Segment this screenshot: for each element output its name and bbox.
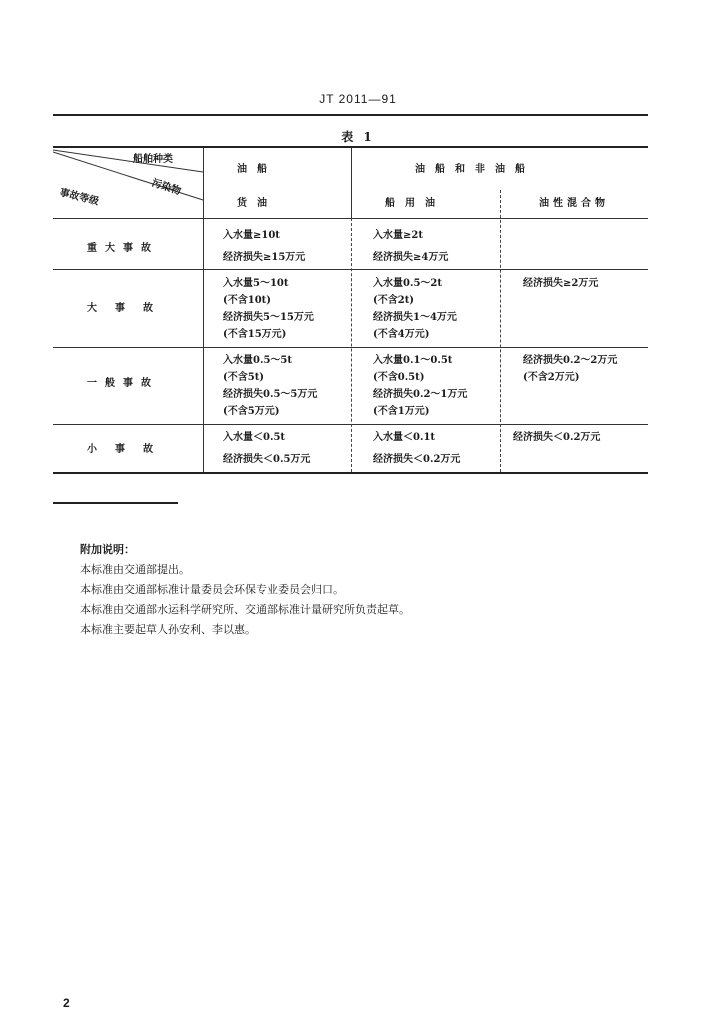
- cell-oily-mixture: 经济损失≥2万元: [523, 278, 599, 289]
- cell-cargo-oil: (不含5万元): [223, 406, 280, 417]
- cell-oily-mixture: 经济损失0.2～2万元: [523, 355, 618, 366]
- cell-cargo-oil: 入水量0.5～5t: [223, 355, 292, 366]
- cell-ship-oil: 入水量＜0.1t: [373, 432, 436, 443]
- cell-cargo-oil: 入水量＜0.5t: [223, 432, 286, 443]
- cell-oily-mixture: (不含2万元): [523, 372, 580, 383]
- cell-ship-oil: 入水量0.1～0.5t: [373, 355, 453, 366]
- document-code: JT 2011—91: [319, 92, 397, 106]
- corner-pollutant: 污染物: [150, 177, 183, 198]
- grade-label: 一般事故: [87, 378, 159, 389]
- cell-ship-oil: 经济损失＜0.2万元: [373, 454, 461, 465]
- note-line: 本标准由交通部标准计量委员会环保专业委员会归口。: [80, 583, 344, 596]
- group-tanker: 油船: [237, 164, 277, 175]
- table-title: 表 1: [341, 130, 375, 144]
- cell-cargo-oil: (不含10t): [223, 295, 271, 306]
- subheader-cargo-oil: 货油: [237, 198, 277, 209]
- corner-grade: 事故等级: [58, 187, 100, 208]
- cell-cargo-oil: 经济损失≥15万元: [223, 252, 306, 263]
- page-number: 2: [63, 996, 70, 1010]
- cell-cargo-oil: 入水量≥10t: [223, 230, 280, 241]
- grade-label: 小事故: [87, 444, 171, 455]
- classification-table: [53, 146, 648, 474]
- cell-cargo-oil: (不含5t): [223, 372, 265, 383]
- corner-ship-type: 船舶种类: [133, 154, 173, 165]
- cell-cargo-oil: (不含15万元): [223, 329, 287, 340]
- cell-ship-oil: 经济损失0.2～1万元: [373, 389, 468, 400]
- column-rule-dashed: [500, 190, 501, 472]
- cell-ship-oil: (不含0.5t): [373, 372, 425, 383]
- grade-label: 大事故: [87, 303, 171, 314]
- additional-notes: [80, 540, 410, 640]
- cell-ship-oil: (不含1万元): [373, 406, 430, 417]
- note-line: 本标准主要起草人孙安利、李以惠。: [80, 623, 256, 636]
- grade-label: 重大事故: [87, 243, 159, 254]
- cell-oily-mixture: 经济损失＜0.2万元: [513, 432, 601, 443]
- top-rule: [53, 114, 648, 116]
- cell-ship-oil: (不含4万元): [373, 329, 430, 340]
- cell-ship-oil: (不含2t): [373, 295, 415, 306]
- cell-cargo-oil: 入水量5～10t: [223, 278, 289, 289]
- subheader-oily-mixture: 油性混合物: [539, 198, 609, 209]
- cell-ship-oil: 经济损失≥4万元: [373, 252, 449, 263]
- note-line: 本标准由交通部提出。: [80, 563, 190, 576]
- column-rule: [351, 148, 352, 218]
- subheader-ship-oil: 船用油: [385, 198, 445, 209]
- cell-cargo-oil: 经济损失5～15万元: [223, 312, 314, 323]
- notes-heading: 附加说明：: [80, 543, 135, 556]
- column-rule-dashed: [351, 218, 352, 472]
- corner-diagonals: [53, 148, 204, 219]
- cell-ship-oil: 入水量0.5～2t: [373, 278, 442, 289]
- cell-cargo-oil: 经济损失0.5～5万元: [223, 389, 318, 400]
- cell-ship-oil: 经济损失1～4万元: [373, 312, 457, 323]
- cell-ship-oil: 入水量≥2t: [373, 230, 423, 241]
- group-tanker-and-non: 油船和非油船: [415, 164, 535, 175]
- footnote-rule: [53, 502, 178, 504]
- cell-cargo-oil: 经济损失＜0.5万元: [223, 454, 311, 465]
- note-line: 本标准由交通部水运科学研究所、交通部标准计量研究所负责起草。: [80, 603, 410, 616]
